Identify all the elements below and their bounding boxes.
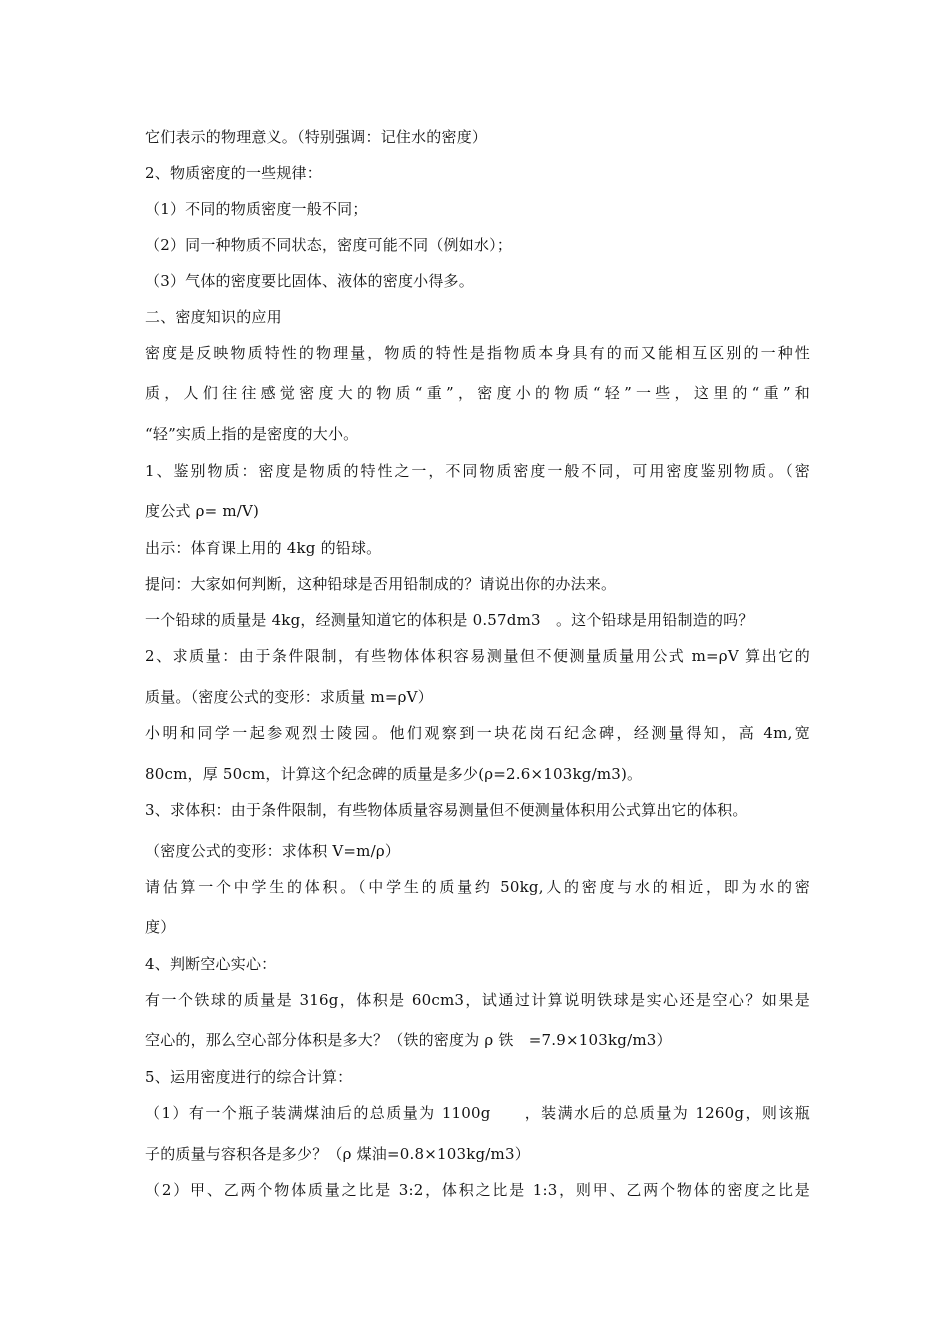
text-line-2: 2、物质密度的一些规律： xyxy=(145,164,322,182)
text-line-16: 质量。（密度公式的变形：求质量 m=ρV） xyxy=(145,688,433,706)
text-line-4: （2）同一种物质不同状态，密度可能不同（例如水）； xyxy=(145,236,513,254)
text-line-11: 度公式 ρ= m/V) xyxy=(145,502,260,520)
text-line-7: 密度是反映物质特性的物理量，物质的特性是指物质本身具有的而又能相互区别的一种性 xyxy=(145,344,810,362)
text-line-5: （3）气体的密度要比固体、液体的密度小得多。 xyxy=(145,272,474,290)
text-line-29: （2）甲、乙两个物体质量之比是 3:2，体积之比是 1:3，则甲、乙两个物体的密度之比是 xyxy=(145,1181,810,1199)
section-heading: 二、密度知识的应用 xyxy=(145,308,282,326)
text-line-23: 4、判断空心实心： xyxy=(145,955,277,973)
text-line-8: 质，人们往往感觉密度大的物质“重”，密度小的物质“轻”一些，这里的“重”和 xyxy=(145,384,810,402)
text-line-9: “轻”实质上指的是密度的大小。 xyxy=(145,425,359,443)
text-line-15: 2、求质量：由于条件限制，有些物体体积容易测量但不便测量质量用公式 m=ρV 算出它的 xyxy=(145,647,810,665)
text-line-3: （1）不同的物质密度一般不同； xyxy=(145,200,368,218)
text-line-19: 3、求体积：由于条件限制，有些物体质量容易测量但不便测量体积用公式算出它的体积。 xyxy=(145,801,748,819)
text-line-22: 度） xyxy=(145,918,176,936)
text-line-27: （1）有一个瓶子装满煤油后的总质量为 1100g ，装满水后的总质量为 1260g，则该瓶 xyxy=(145,1104,810,1122)
text-line-24: 有一个铁球的质量是 316g，体积是 60cm3，试通过计算说明铁球是实心还是空心？如果是 xyxy=(145,991,810,1009)
text-line-25: 空心的，那么空心部分体积是多大？（铁的密度为 ρ 铁 =7.9×103kg/m3） xyxy=(145,1031,672,1049)
text-line-13: 提问：大家如何判断，这种铅球是否用铅制成的？请说出你的办法来。 xyxy=(145,575,617,593)
text-line-26: 5、运用密度进行的综合计算： xyxy=(145,1068,353,1086)
text-line-12: 出示：体育课上用的 4kg 的铅球。 xyxy=(145,539,382,557)
text-line-1: 它们表示的物理意义。（特别强调：记住水的密度） xyxy=(145,128,488,146)
text-line-18: 80cm，厚 50cm，计算这个纪念碑的质量是多少(ρ=2.6×103kg/m3)。 xyxy=(145,765,643,783)
text-line-17: 小明和同学一起参观烈士陵园。他们观察到一块花岗石纪念碑，经测量得知，高 4m,宽 xyxy=(145,724,810,742)
text-line-28: 子的质量与容积各是多少？（ρ 煤油=0.8×103kg/m3） xyxy=(145,1145,530,1163)
text-line-14: 一个铅球的质量是 4kg，经测量知道它的体积是 0.57dm3 。这个铅球是用铅制造的吗？ xyxy=(145,611,754,629)
text-line-20: （密度公式的变形：求体积 V=m/ρ） xyxy=(145,842,401,860)
text-line-10: 1、鉴别物质：密度是物质的特性之一，不同物质密度一般不同，可用密度鉴别物质。（密 xyxy=(145,462,810,480)
text-line-21: 请估算一个中学生的体积。（中学生的质量约 50kg,人的密度与水的相近，即为水的密 xyxy=(145,878,810,896)
